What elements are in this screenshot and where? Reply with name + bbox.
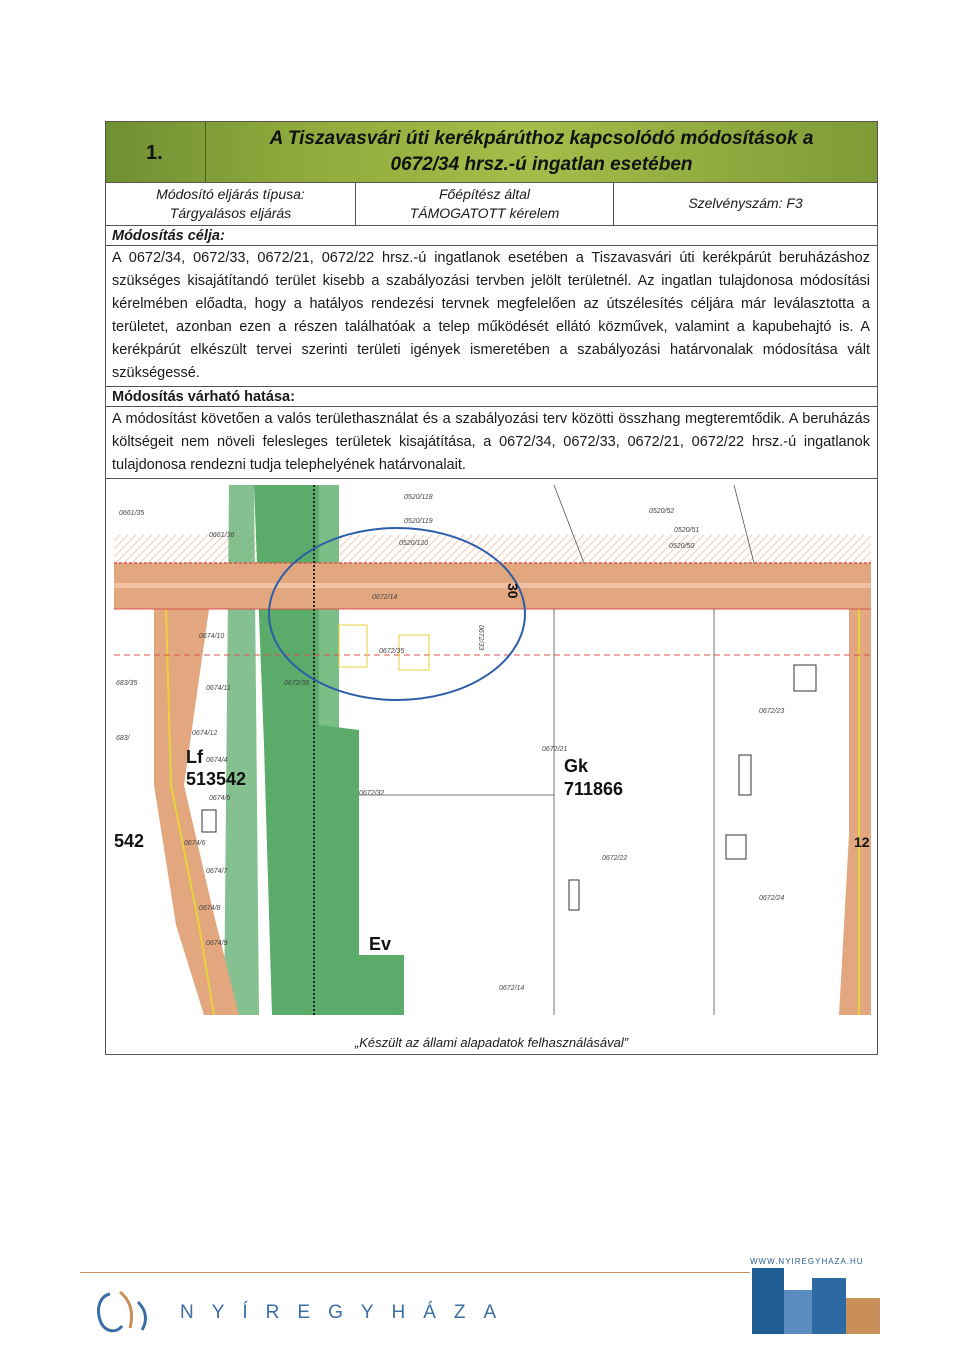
procedure-row: [106, 183, 877, 226]
footer-divider: [80, 1272, 750, 1273]
effect-heading: Módosítás várható hatása:: [106, 387, 877, 407]
parcel-label: 0520/50: [669, 543, 695, 550]
procedure-by-value: TÁMOGATOTT kérelem: [409, 205, 560, 221]
parcel-label: 0520/51: [674, 527, 700, 534]
parcel-label: 0661/35: [119, 510, 145, 517]
parcel-label: 0661/36: [209, 532, 235, 539]
procedure-type-label: Módosító eljárás típusa:: [156, 186, 305, 202]
parcel-label: 0672/36: [284, 680, 310, 687]
parcel-label: 0520/118: [404, 494, 433, 501]
parcel-label: 0674/8: [199, 905, 221, 912]
page-title: [206, 126, 877, 178]
parcel-label: 0520/52: [649, 508, 675, 515]
road-centerline: [114, 583, 871, 588]
goal-heading: Módosítás célja:: [106, 226, 877, 246]
parcel-label: 0672/33: [477, 625, 484, 651]
parcel-label: 0672/35: [379, 648, 405, 655]
footer-city-name: NYÍREGYHÁZA: [180, 1302, 515, 1323]
footer-block: [812, 1278, 846, 1334]
procedure-type-cell: [106, 183, 356, 225]
item-number: 1.: [106, 122, 206, 182]
zone-code-lf: Lf: [186, 747, 203, 767]
sheet-number: Szelvényszám: F3: [688, 195, 803, 211]
modification-sheet: [105, 121, 878, 1055]
zone-number-lf: 513542: [186, 769, 247, 789]
title-bar: [106, 122, 877, 183]
goal-text: A 0672/34, 0672/33, 0672/21, 0672/22 hrsz.-ú ingatlanok esetében a Tiszavasvári úti kerékpárút beruházáshoz szükséges kisajátítandó terület kisebb a szabályozási tervben jelölt területnél. Az ingatlan tulajdonosa módosítási kérelmében előadta, hogy a hatályos rendezési tervnek megfelelően az útszélesítés céljára már leválasztotta a területet, azonban ezen a részen találhatóak a telep működését ellátó közművek, valamint a kapubehajtó is. A kerékpárút elkészült tervei szerinti területi igények ismeretében a szabályozási határvonalak módosítása vált szükségessé.: [106, 246, 877, 387]
footer-url: WWW.NYIREGYHAZA.HU: [750, 1257, 864, 1266]
parcel-label: 0672/32: [359, 790, 385, 797]
procedure-by-label: Főépítész által: [438, 186, 531, 202]
parcel-label: 0672/21: [542, 746, 568, 753]
parcel-label: 0674/9: [206, 940, 228, 947]
effect-text: A módosítást követően a valós területhasználat és a szabályozási terv közötti összhang megteremtődik. A beruházás költségeit nem növeli felesleges területek kisajátítása, a 0672/34, 0672/33, 0672/21, 0672/22 hrsz.-ú ingatlanok tulajdonosa rendezni tudja telephelyének határvonalait.: [106, 407, 877, 479]
parcel-label: 0672/14: [499, 985, 525, 992]
parcel-label: 0674/7: [206, 868, 228, 875]
zone-code-ev: Ev: [369, 934, 392, 954]
zone-code-gk: Gk: [564, 756, 589, 776]
zone-number-gk: 711866: [564, 779, 624, 799]
parcel-label: 0520/119: [404, 518, 433, 525]
parcel-label: 0672/14: [372, 594, 398, 601]
parcel-label: 0672/23: [759, 708, 785, 715]
zone-number-30: 30: [505, 583, 521, 599]
parcel-label: 0674/6: [184, 840, 206, 847]
map-caption: „Készült az állami alapadatok felhasználásával”: [354, 1035, 629, 1050]
footer-block: [846, 1298, 880, 1334]
city-logo-icon: [90, 1282, 160, 1338]
footer-block: [752, 1268, 784, 1334]
zone-number-12: 12: [854, 834, 870, 850]
parcel-label: 683/35: [116, 680, 138, 687]
parcel-label: 683/: [116, 735, 130, 742]
footer-color-blocks: [752, 1268, 880, 1334]
title-line-2: 0672/34 hrsz.-ú ingatlan esetében: [390, 154, 693, 175]
footer-block: [784, 1290, 812, 1334]
parcel-label: 0674/10: [199, 633, 225, 640]
parcel-label: 0674/12: [192, 730, 218, 737]
parcel-label: 0674/11: [206, 685, 231, 692]
parcel-label: 0520/120: [399, 540, 429, 547]
map-section: [106, 479, 877, 1054]
title-line-1: A Tiszavasvári úti kerékpárúthoz kapcsolódó módosítások a: [269, 128, 814, 149]
parcel-label: 0672/24: [759, 895, 785, 902]
procedure-type-value: Tárgyalásos eljárás: [169, 205, 292, 221]
zone-number-542: 542: [114, 831, 145, 851]
parcel-label: 0674/4: [206, 757, 228, 764]
cadastral-map: [114, 485, 871, 1015]
parcel-label: 0674/5: [209, 795, 231, 802]
parcel-label: 0672/22: [602, 855, 628, 862]
procedure-by-cell: [356, 183, 614, 225]
